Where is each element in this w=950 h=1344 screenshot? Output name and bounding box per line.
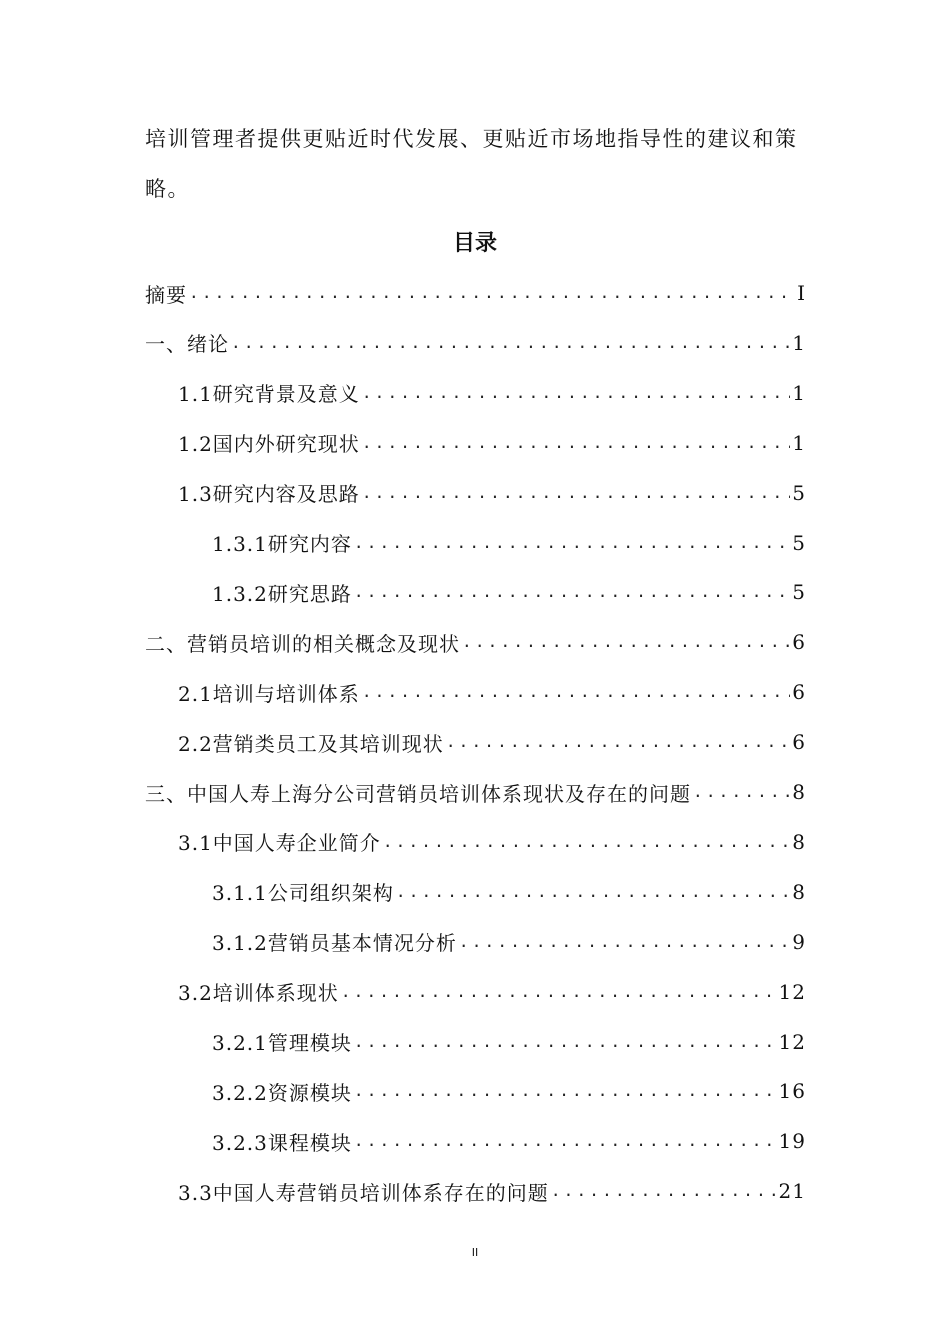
toc-entry-label: 1.2国内外研究现状 <box>178 432 360 457</box>
toc-dot-leader <box>551 1180 777 1202</box>
toc-entry-label: 3.1.2营销员基本情况分析 <box>212 931 457 956</box>
paragraph-line-1: 培训管理者提供更贴近时代发展、更贴近市场地指导性的建议和策 <box>145 127 798 151</box>
toc-entry[interactable] <box>145 767 806 817</box>
toc-entry[interactable] <box>178 1166 806 1216</box>
toc-entry-label: 2.2营销类员工及其培训现状 <box>178 731 444 756</box>
toc-entry-page: 5 <box>792 580 806 605</box>
toc-entry-page: 9 <box>792 929 806 954</box>
toc-entry-page: 16 <box>778 1079 806 1104</box>
toc-dot-leader <box>354 1080 777 1102</box>
toc-entry-page: 21 <box>778 1179 806 1204</box>
toc-entry-page: 5 <box>792 480 806 505</box>
toc-dot-leader <box>396 881 790 903</box>
toc-entry[interactable] <box>178 418 806 468</box>
toc-entry-label: 3.2.1管理模块 <box>212 1031 352 1055</box>
toc-entry-label: 3.2培训体系现状 <box>178 981 339 1006</box>
toc-entry[interactable] <box>212 518 806 568</box>
toc-entry-label: 3.2.3课程模块 <box>212 1130 352 1155</box>
toc-entry[interactable] <box>145 268 806 318</box>
toc-entry[interactable] <box>178 717 806 767</box>
toc-dot-leader <box>362 482 790 504</box>
paragraph-line-2: 略。 <box>145 177 190 201</box>
toc-dot-leader <box>354 1130 777 1152</box>
toc-entry-label: 3.2.2资源模块 <box>212 1080 352 1105</box>
toc-entry-page: 19 <box>778 1129 806 1154</box>
toc-dot-leader <box>693 781 790 803</box>
toc-entry-label: 摘要 <box>145 282 187 307</box>
toc-entry-label: 3.3中国人寿营销员培训体系存在的问题 <box>178 1180 549 1205</box>
toc-dot-leader <box>459 931 790 953</box>
toc-entry-label: 一、绪论 <box>145 332 229 357</box>
toc-entry[interactable] <box>212 917 806 967</box>
toc-entry-label: 三、中国人寿上海分公司营销员培训体系现状及存在的问题 <box>145 781 691 806</box>
toc-entry[interactable] <box>145 617 806 667</box>
toc-dot-leader <box>362 382 790 404</box>
toc-entry[interactable] <box>145 318 806 368</box>
toc-entry-label: 1.3.2研究思路 <box>212 581 352 606</box>
toc-dot-leader <box>446 731 790 753</box>
toc-entry[interactable] <box>212 567 806 617</box>
toc-entry[interactable] <box>178 368 806 418</box>
toc-entry[interactable] <box>178 967 806 1017</box>
toc-dot-leader <box>189 282 795 304</box>
toc-dot-leader <box>231 332 790 354</box>
toc-entry-page: 8 <box>792 829 806 854</box>
toc-dot-leader <box>362 432 790 454</box>
toc-entry[interactable] <box>178 667 806 717</box>
toc-entry-label: 2.1培训与培训体系 <box>178 681 360 706</box>
toc-entry-page: I <box>797 281 806 305</box>
toc-dot-leader <box>341 981 777 1003</box>
toc-entry[interactable] <box>212 867 806 917</box>
toc-entry-page: 5 <box>792 530 806 555</box>
toc-entry[interactable] <box>212 1066 806 1116</box>
toc-entry-label: 1.3研究内容及思路 <box>178 482 360 507</box>
toc-entry-page: 8 <box>792 879 806 904</box>
toc-dot-leader <box>354 532 790 554</box>
page-number: II <box>471 1246 479 1259</box>
toc-entry-page: 6 <box>792 680 806 705</box>
toc-entry-page: 1 <box>792 430 806 455</box>
toc-entry[interactable] <box>178 468 806 518</box>
toc-entry-label: 3.1中国人寿企业简介 <box>178 831 381 856</box>
toc-entry-label: 3.1.1公司组织架构 <box>212 881 394 906</box>
toc-entry[interactable] <box>178 817 806 867</box>
toc-entry-page: 6 <box>792 630 806 655</box>
toc-entry[interactable] <box>212 1017 806 1067</box>
toc-dot-leader <box>462 631 790 653</box>
toc-dot-leader <box>383 831 790 853</box>
toc-entry-page: 8 <box>792 780 806 804</box>
toc-dot-leader <box>354 581 790 603</box>
toc-title: 目录 <box>452 231 497 256</box>
toc-entry-page: 6 <box>792 730 806 755</box>
toc-entry-page: 1 <box>792 330 806 355</box>
body-paragraph <box>145 114 805 214</box>
toc-dot-leader <box>354 1031 777 1053</box>
toc-entry-label: 1.3.1研究内容 <box>212 532 352 556</box>
toc-entry-label: 二、营销员培训的相关概念及现状 <box>145 631 460 656</box>
toc-entry-label: 1.1研究背景及意义 <box>178 382 360 407</box>
toc-entry-page: 12 <box>778 1029 806 1054</box>
toc-entry-page: 12 <box>778 979 806 1004</box>
toc-dot-leader <box>362 681 790 703</box>
toc-entry-page: 1 <box>792 380 806 405</box>
toc-entry[interactable] <box>212 1116 806 1166</box>
